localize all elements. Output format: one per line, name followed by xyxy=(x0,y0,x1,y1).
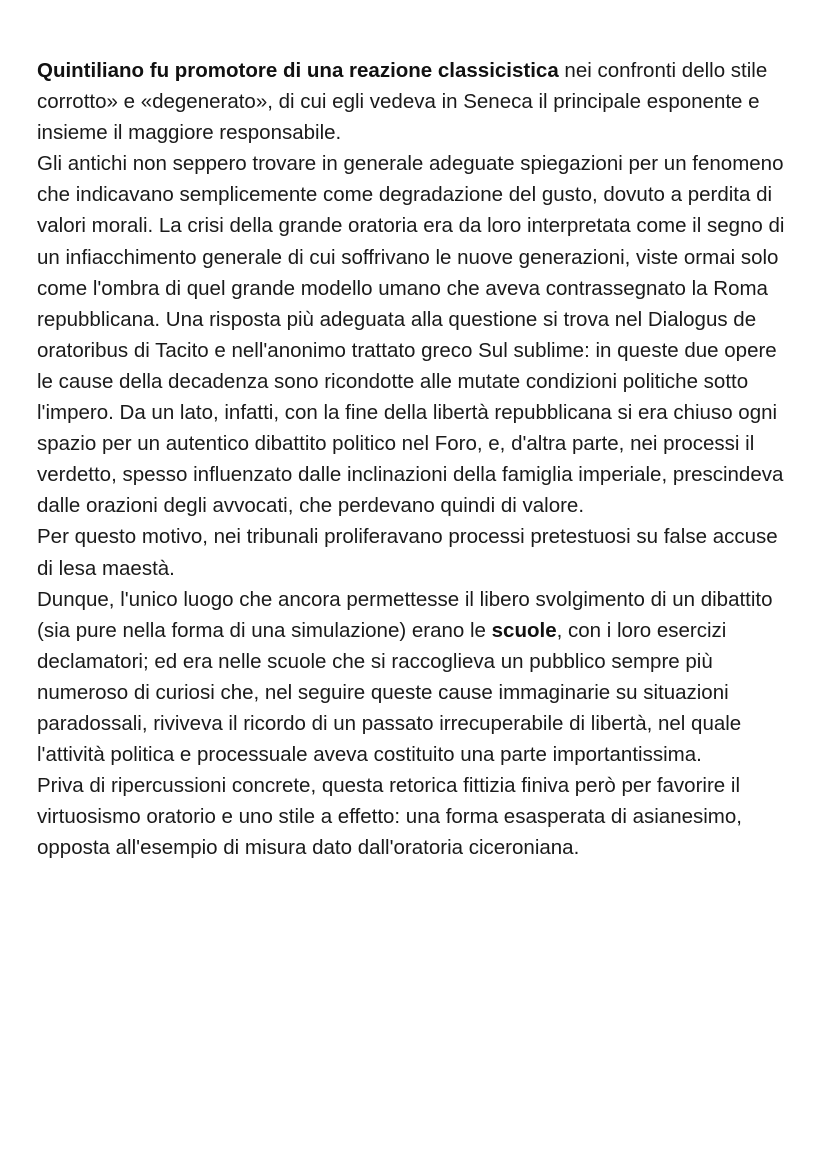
paragraph-text: nei confronti dello stile corrotto» e «degenerato», di cui egli vedeva in Seneca il principale esponente e insieme il maggiore responsabile. xyxy=(37,59,768,145)
paragraph-tribunals xyxy=(37,521,797,583)
bold-lead-text: Quintiliano fu promotore di una reazione classicistica xyxy=(37,59,559,82)
bold-word-scuole: scuole xyxy=(491,618,557,642)
document-page xyxy=(37,55,797,863)
paragraph-text: Gli antichi non seppero trovare in generale adeguate spiegazioni per un fenomeno che indicavano semplicemente come degradazione del gusto, dovuto a perdita di valori morali. La crisi della grande oratoria era da loro interpretata come il segno di un infiacchimento generale di cui soffrivano le nuove generazioni, viste ormai solo come l'ombra di quel grande modello umano che aveva contrassegnato la Roma repubblicana. Una risposta più adeguata alla questione si trova nel Dialogus de oratoribus di Tacito e nell'anonimo trattato greco Sul sublime: in queste due opere le cause della decadenza sono ricondotte alle mutate condizioni politiche sotto l'impero. Da un lato, infatti, con la fine della libertà repubblicana si era chiuso ogni spazio per un autentico dibattito politico nel Foro, e, d'altra parte, nei processi il verdetto, spesso influenzato dalle inclinazioni della famiglia imperiale, prescindeva dalle orazioni degli avvocati, che perdevano quindi di valore. xyxy=(37,152,785,518)
paragraph-text-before: Dunque, l'unico luogo che ancora permettesse il libero svolgimento di un dibattito (sia pure nella forma di una simulazione) erano le xyxy=(37,587,773,642)
paragraph-text: Priva di ripercussioni concrete, questa retorica fittizia finiva però per favorire il virtuosismo oratorio e uno stile a effetto: una forma esasperata di asianesimo, opposta all'esempio di misura dato dall'oratoria ciceroniana. xyxy=(37,774,742,860)
paragraph-conclusion xyxy=(37,770,797,863)
paragraph-intro xyxy=(37,55,797,148)
paragraph-text-after: , con i loro esercizi declamatori; ed era nelle scuole che si raccoglieva un pubblico sempre più numeroso di curiosi che, nel seguire queste cause immaginarie su situazioni paradossali, riviveva il ricordo di un passato irrecuperabile di libertà, nel quale l'attività politica e processuale aveva costituito una parte importantissima. xyxy=(37,618,742,767)
paragraph-schools xyxy=(37,584,797,771)
paragraph-text: Per questo motivo, nei tribunali proliferavano processi pretestuosi su false accuse di lesa maestà. xyxy=(37,525,778,580)
paragraph-crisis xyxy=(37,148,797,521)
